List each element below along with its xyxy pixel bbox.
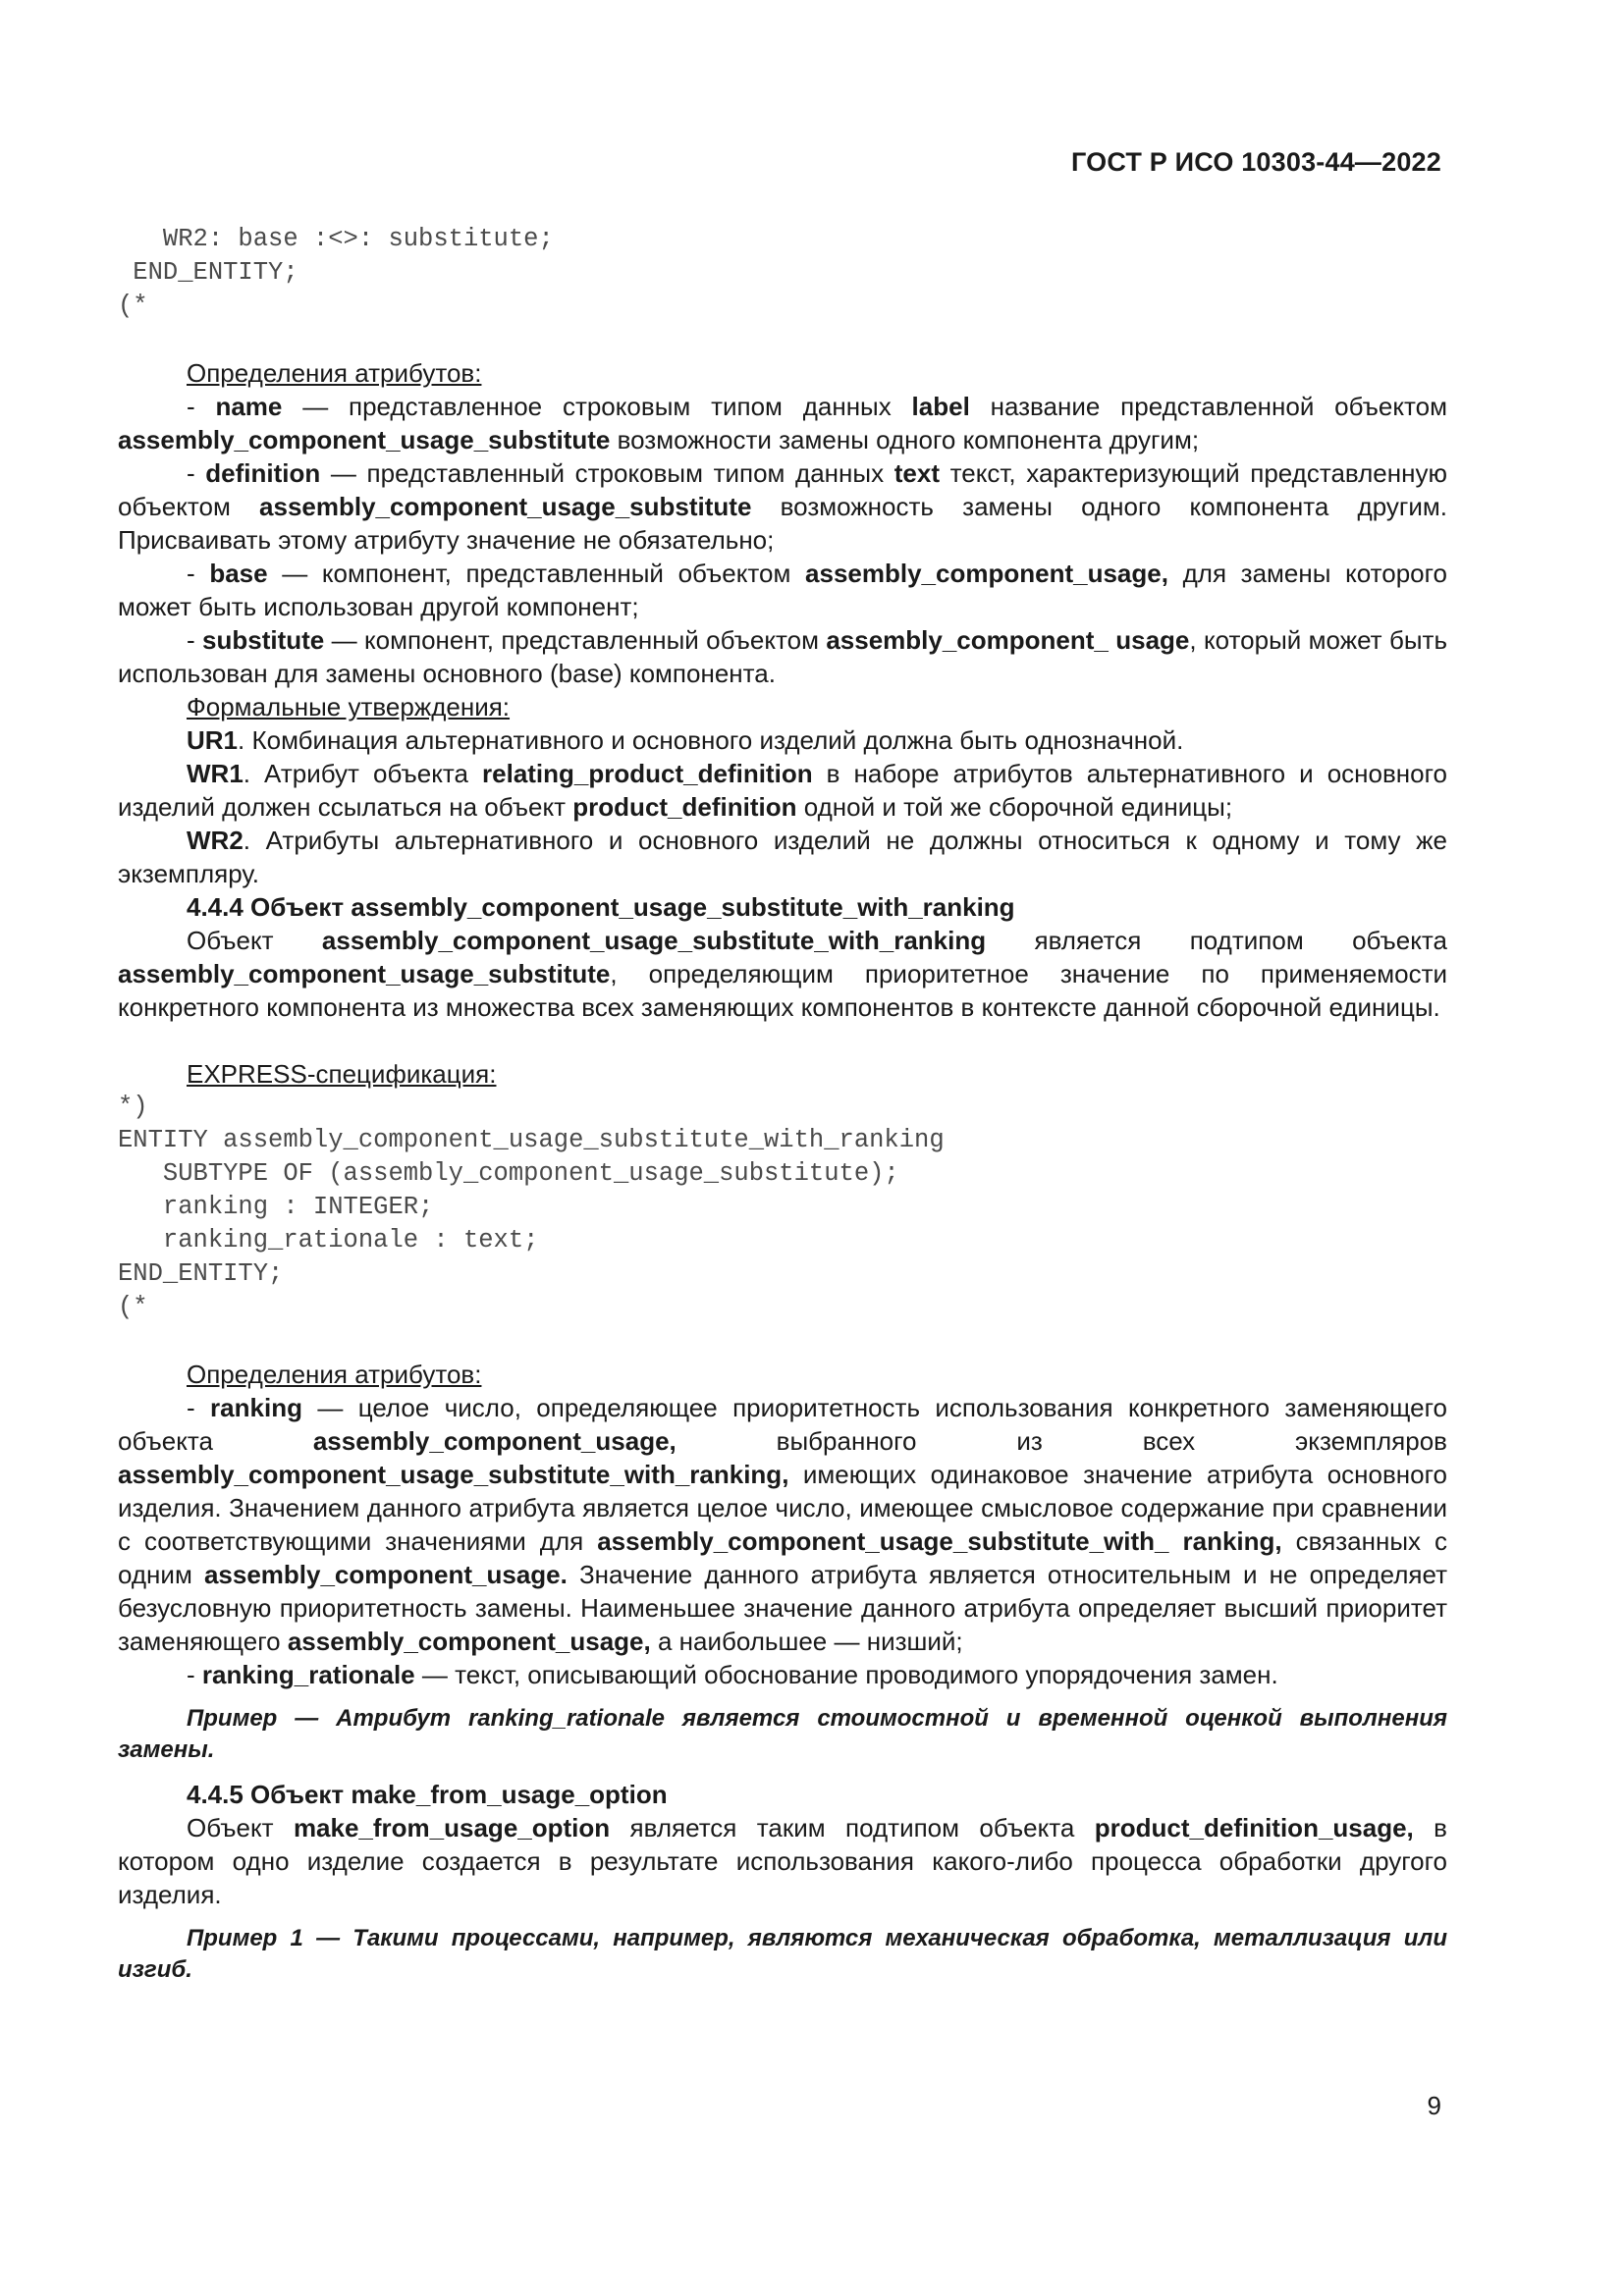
example-note-2: Пример 1 — Такими процессами, например, являются механическая обработка, металлизация или изгиб. xyxy=(118,1925,1447,1983)
rule-wr1: WR1. Атрибут объекта relating_product_definition в наборе атрибутов альтернативного и основного изделий должен ссылаться на объект product_definition одной и той же сборочной единицы; xyxy=(118,759,1447,822)
attributes-title-1: Определения атрибутов: xyxy=(187,358,482,388)
attributes-title-2: Определения атрибутов: xyxy=(187,1360,482,1389)
formal-rules-title: Формальные утверждения: xyxy=(187,692,511,721)
section-heading-4-4-5: 4.4.5 Объект make_from_usage_option xyxy=(187,1780,668,1809)
document-header: ГОСТ Р ИСО 10303-44—2022 xyxy=(1071,147,1441,177)
section-4-4-4-intro: Объект assembly_component_usage_substitute_with_ranking является подтипом объекта assembly_component_usage_substitute, определяющим приоритетное значение по применяемости конкретного компонента из множества всех заменяющих компонентов в контексте данной сборочной единицы. xyxy=(118,926,1448,1022)
code-line: (* xyxy=(118,292,148,320)
code-line: SUBTYPE OF (assembly_component_usage_substitute); xyxy=(118,1159,899,1188)
example-note-1: Пример — Атрибут ranking_rationale является стоимостной и временной оценкой выполнения замены. xyxy=(118,1705,1447,1763)
code-line: ranking_rationale : text; xyxy=(118,1226,539,1255)
attr-ranking-paragraph: - ranking — целое число, определяющее приоритетность использования конкретного заменяющего объекта assembly_component_usage, выбранного из всех экземпляров assembly_component_usage_substitute_with_ranking, имеющих одинаковое значение атрибута основного изделия. Значением данного атрибута является целое число, имеющее смысловое содержание при сравнении с соответствующими значениями для assembly_component_usage_substitute_with_ ranking, связанных с одним assembly_component_usage. Значение данного атрибута является относительным и не определяет безусловную приоритетность замены. Наименьшее значение данного атрибута определяет высший приоритет заменяющего assembly_component_usage, а наибольшее — низший; xyxy=(118,1393,1448,1656)
code-line: END_ENTITY; xyxy=(118,258,298,287)
express-spec-title: EXPRESS-спецификация: xyxy=(187,1059,497,1089)
code-line: (* xyxy=(118,1293,148,1321)
section-heading-4-4-4: 4.4.4 Объект assembly_component_usage_substitute_with_ranking xyxy=(187,892,1015,922)
rule-ur1: UR1. Комбинация альтернативного и основного изделий должна быть однозначной. xyxy=(187,725,1184,755)
code-line: END_ENTITY; xyxy=(118,1259,284,1288)
code-line: WR2: base :<>: substitute; xyxy=(118,225,554,253)
code-line: *) xyxy=(118,1093,148,1121)
page-content xyxy=(118,223,1447,1986)
attr-name-paragraph: - name — представленное строковым типом данных label название представленной объектом assembly_component_usage_substitute возможности замены одного компонента другим; xyxy=(118,392,1447,454)
code-block-1 xyxy=(118,223,1447,323)
attr-substitute-paragraph: - substitute — компонент, представленный объектом assembly_component_ usage, который может быть использован для замены основного (base) компонента. xyxy=(118,625,1447,688)
code-line: ranking : INTEGER; xyxy=(118,1193,434,1221)
page-number: 9 xyxy=(1427,2091,1441,2120)
rule-wr2: WR2. Атрибуты альтернативного и основного изделий не должны относиться к одному и тому же экземпляру. xyxy=(118,826,1447,888)
attr-ranking-rationale-paragraph: - ranking_rationale — текст, описывающий обоснование проводимого упорядочения замен. xyxy=(187,1660,1278,1689)
code-line: ENTITY assembly_component_usage_substitute_with_ranking xyxy=(118,1126,945,1154)
section-4-4-5-intro: Объект make_from_usage_option является таким подтипом объекта product_definition_usage, в котором одно изделие создается в результате использования какого-либо процесса обработки другого изделия. xyxy=(118,1813,1447,1909)
code-block-2 xyxy=(118,1091,1447,1324)
attr-definition-paragraph: - definition — представленный строковым типом данных text текст, характеризующий представленную объектом assembly_component_usage_substitute возможность замены одного компонента другим. Присваивать этому атрибуту значение не обязательно; xyxy=(118,458,1448,555)
attr-base-paragraph: - base — компонент, представленный объектом assembly_component_usage, для замены которого может быть использован другой компонент; xyxy=(118,559,1447,621)
